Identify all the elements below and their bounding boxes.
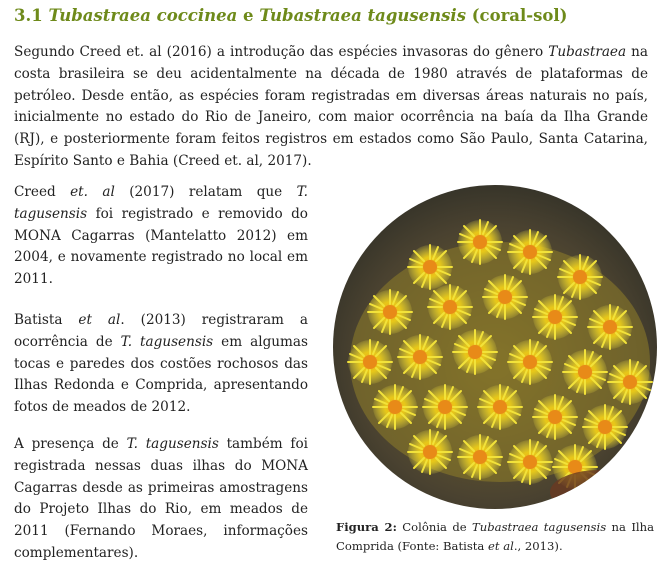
p3-text-3: em algumas tocas e paredes dos costões rochosos das Ilhas Redonda e Comprida, apresentando fotos de meados de 2012.: [14, 333, 309, 416]
p2-text-1: Creed: [14, 184, 71, 200]
caption-italic-1: Tubastraea tagusensis: [472, 520, 607, 534]
p4-text-2: também foi registrada nessas duas ilhas do MONA Cagarras desde as primeiras amostragens do Projeto Ilhas do Rio, em meados de 2011 (Fernando Moraes, informações complementares).: [14, 436, 308, 561]
common-name: (coral-sol): [471, 6, 568, 25]
p3-text-1: Batista: [14, 312, 79, 328]
p2-text-2: (2017) relatam que: [114, 184, 297, 200]
caption-text-3: ., 2013).: [513, 539, 563, 553]
section-number: 3.1: [14, 6, 43, 25]
p2-italic-2: T. tagusensis: [14, 184, 308, 222]
p3-text-2: . (2013) registraram a ocorrência de: [14, 312, 309, 350]
p4-text-1: A presença de: [14, 436, 127, 452]
section-heading: [14, 6, 654, 25]
p1-text-2: na costa brasileira se deu acidentalmente na década de 1980 através de plataformas de petróleo. Desde então, as espécies foram registradas em diversas áreas naturais no país, inicialmente no estado do Rio de Janeiro, com maior ocorrência na baía da Ilha Grande (RJ), e posteriormente foram feitos registros em estados como São Paulo, Santa Catarina, Espírito Santo e Bahia (Creed et. al, 2017).: [14, 44, 648, 169]
p3-italic-1: et al: [78, 312, 121, 328]
species-name-1: Tubastraea coccinea: [48, 6, 238, 25]
p4-italic-1: T. tagusensis: [126, 436, 219, 452]
heading-conjunction: e: [243, 6, 254, 25]
p2-italic-1: et. al: [70, 184, 115, 200]
paragraph-batista: [14, 310, 308, 419]
p3-italic-2: T. tagusensis: [120, 333, 214, 350]
paragraph-creed: [14, 182, 308, 291]
coral-photo: [330, 182, 660, 512]
paragraph-intro: [14, 42, 648, 173]
caption-italic-2: et al: [488, 539, 514, 553]
figure-caption: [336, 518, 654, 556]
p1-italic-1: Tubastraea: [548, 44, 627, 60]
caption-text-1: Colônia de: [396, 520, 473, 534]
p2-text-3: foi registrado e removido do MONA Cagarras (Mantelatto 2012) em 2004, e novamente registrado no local em 2011.: [14, 205, 308, 288]
species-name-2: Tubastraea tagusensis: [259, 6, 466, 25]
paragraph-presenca: [14, 434, 308, 565]
p1-text-1: Segundo Creed et. al (2016) a introdução das espécies invasoras do gênero: [14, 44, 549, 60]
caption-text-2: na Ilha Comprida (Fonte: Batista: [336, 520, 655, 553]
caption-label: Figura 2:: [336, 520, 397, 534]
